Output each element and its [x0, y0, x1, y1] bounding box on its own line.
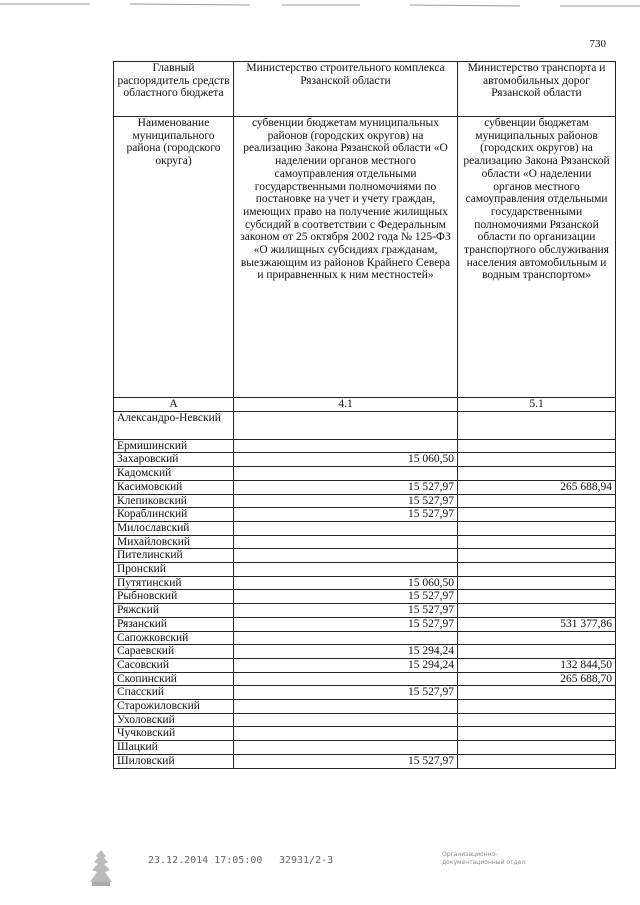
value-5-1 — [458, 467, 616, 481]
value-5-1 — [458, 535, 616, 549]
district-name: Чучковский — [114, 727, 234, 741]
table-row — [114, 535, 616, 549]
value-4-1: 15 527,97 — [234, 604, 458, 618]
value-4-1 — [234, 713, 458, 727]
header-row-column-codes — [114, 398, 616, 412]
value-4-1: 15 527,97 — [234, 508, 458, 522]
table-row — [114, 590, 616, 604]
district-name: Ухоловский — [114, 713, 234, 727]
table-row — [114, 686, 616, 700]
table-row — [114, 508, 616, 522]
value-5-1 — [458, 590, 616, 604]
value-4-1 — [234, 467, 458, 481]
district-name: Пронский — [114, 563, 234, 577]
page-footer — [0, 848, 640, 888]
value-4-1 — [234, 563, 458, 577]
table-row — [114, 741, 616, 755]
district-name: Касимовский — [114, 480, 234, 494]
district-name: Пителинский — [114, 549, 234, 563]
district-name: Кораблинский — [114, 508, 234, 522]
table-row — [114, 658, 616, 672]
table-row — [114, 411, 616, 439]
value-4-1: 15 527,97 — [234, 480, 458, 494]
table-row — [114, 494, 616, 508]
value-5-1 — [458, 453, 616, 467]
district-name: Кадомский — [114, 467, 234, 481]
district-name: Сапожковский — [114, 631, 234, 645]
table-row — [114, 713, 616, 727]
value-5-1 — [458, 604, 616, 618]
district-name: Захаровский — [114, 453, 234, 467]
table-row — [114, 439, 616, 453]
value-4-1: 15 527,97 — [234, 617, 458, 631]
table-row — [114, 563, 616, 577]
value-5-1 — [458, 631, 616, 645]
table-row — [114, 549, 616, 563]
value-4-1 — [234, 631, 458, 645]
value-5-1 — [458, 576, 616, 590]
district-name: Михайловский — [114, 535, 234, 549]
value-4-1 — [234, 411, 458, 439]
table-row — [114, 727, 616, 741]
table-row — [114, 645, 616, 659]
value-4-1: 15 060,50 — [234, 453, 458, 467]
page-number: 730 — [589, 38, 606, 50]
district-name: Скопинский — [114, 672, 234, 686]
column-code-a: А — [114, 398, 234, 412]
value-4-1: 15 060,50 — [234, 576, 458, 590]
table-row — [114, 467, 616, 481]
header-row-administrator — [114, 62, 616, 117]
value-5-1 — [458, 563, 616, 577]
district-name: Рыбновский — [114, 590, 234, 604]
subsidies-table — [113, 61, 616, 769]
value-5-1: 265 688,94 — [458, 480, 616, 494]
value-4-1: 15 527,97 — [234, 686, 458, 700]
footer-document-code: 32931/2-3 — [279, 855, 334, 866]
value-4-1 — [234, 549, 458, 563]
value-4-1 — [234, 741, 458, 755]
table-row — [114, 672, 616, 686]
value-4-1: 15 294,24 — [234, 645, 458, 659]
district-name: Спасский — [114, 686, 234, 700]
district-name: Шиловский — [114, 754, 234, 768]
footer-date: 23.12.2014 17:05:00 — [148, 855, 263, 866]
table-row — [114, 700, 616, 714]
district-name: Клепиковский — [114, 494, 234, 508]
value-5-1 — [458, 700, 616, 714]
header-district-label: Наименование муниципального района (городского округа) — [114, 117, 234, 398]
table-row — [114, 521, 616, 535]
column-code-5-1: 5.1 — [458, 398, 616, 412]
district-name: Ряжский — [114, 604, 234, 618]
table-row — [114, 480, 616, 494]
value-5-1 — [458, 411, 616, 439]
value-4-1: 15 294,24 — [234, 658, 458, 672]
value-4-1 — [234, 700, 458, 714]
district-name: Ермишинский — [114, 439, 234, 453]
table-row — [114, 604, 616, 618]
header-row-subsidy-description — [114, 117, 616, 398]
header-administrator-label: Главный распорядитель средств областного бюджета — [114, 62, 234, 117]
value-5-1 — [458, 754, 616, 768]
value-5-1: 531 377,86 — [458, 617, 616, 631]
value-5-1: 132 844,50 — [458, 658, 616, 672]
table-row — [114, 453, 616, 467]
district-name: Александро-Невский — [114, 411, 234, 439]
value-4-1 — [234, 439, 458, 453]
table-row — [114, 576, 616, 590]
district-name: Милославский — [114, 521, 234, 535]
header-subsidy-housing: субвенции бюджетам муниципальных районов (городских округов) на реализацию Закона Рязанской области «О наделении органов местного самоуправления отдельными государственными полномочиями по постановке на учет и учету граждан, имеющих право на получение жилищных субсидий в соответствии с Федеральным законом от 25 октября 2002 года № 125-ФЗ «О жилищных субсидиях гражданам, выезжающим из районов Крайнего Севера и приравненных к ним местностей» — [234, 117, 458, 398]
value-4-1: 15 527,97 — [234, 590, 458, 604]
header-ministry-construction: Министерство строительного комплекса Рязанской области — [234, 62, 458, 117]
value-4-1 — [234, 521, 458, 535]
district-name: Путятинский — [114, 576, 234, 590]
value-4-1 — [234, 535, 458, 549]
value-5-1 — [458, 741, 616, 755]
district-name: Сараевский — [114, 645, 234, 659]
value-5-1 — [458, 645, 616, 659]
value-5-1: 265 688,70 — [458, 672, 616, 686]
top-scan-line — [0, 0, 640, 12]
value-4-1: 15 527,97 — [234, 754, 458, 768]
coat-of-arms-icon — [86, 848, 116, 888]
table-row — [114, 617, 616, 631]
table-row — [114, 754, 616, 768]
value-5-1 — [458, 686, 616, 700]
value-5-1 — [458, 508, 616, 522]
value-5-1 — [458, 549, 616, 563]
header-subsidy-transport: субвенции бюджетам муниципальных районов (городских округов) на реализацию Закона Рязанской области «О наделении органов местного самоуправления отдельными государственными полномочиями Рязанской области по организации транспортного обслуживания населения автомобильным и водным транспортом» — [458, 117, 616, 398]
value-4-1: 15 527,97 — [234, 494, 458, 508]
table-row — [114, 631, 616, 645]
value-5-1 — [458, 727, 616, 741]
value-4-1 — [234, 672, 458, 686]
value-5-1 — [458, 521, 616, 535]
value-5-1 — [458, 439, 616, 453]
value-4-1 — [234, 727, 458, 741]
column-code-4-1: 4.1 — [234, 398, 458, 412]
value-5-1 — [458, 713, 616, 727]
district-name: Сасовский — [114, 658, 234, 672]
header-ministry-transport: Министерство транспорта и автомобильных дорог Рязанской области — [458, 62, 616, 117]
district-name: Старожиловский — [114, 700, 234, 714]
value-5-1 — [458, 494, 616, 508]
district-name: Шацкий — [114, 741, 234, 755]
district-name: Рязанский — [114, 617, 234, 631]
footer-department-stamp: Организационно-документационный отдел — [442, 851, 526, 866]
